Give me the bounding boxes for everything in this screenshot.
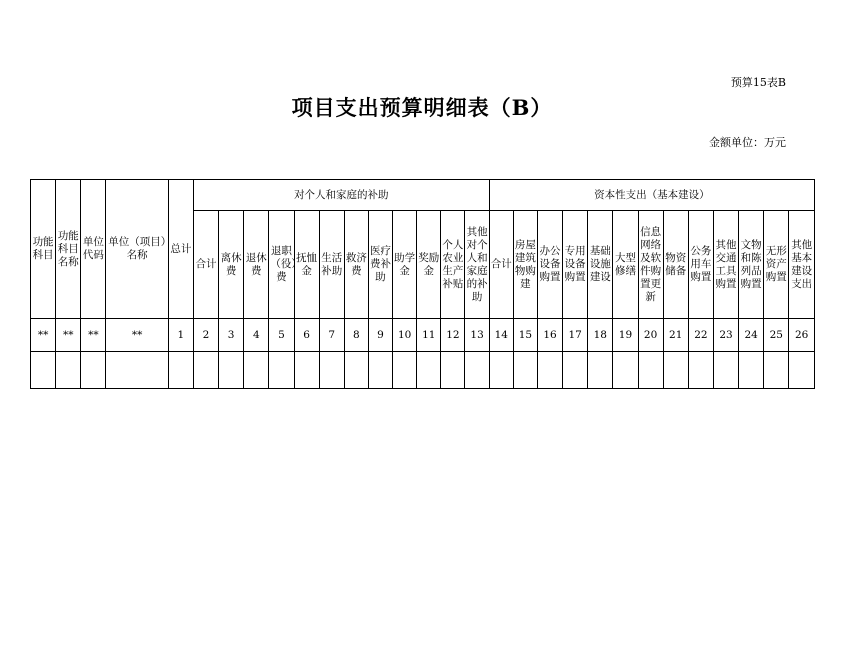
- index-cell: **: [56, 319, 81, 352]
- index-cell: 18: [588, 319, 613, 352]
- header-major-repair: 大型修缮: [613, 211, 638, 319]
- index-cell: 26: [789, 319, 815, 352]
- index-cell: 23: [713, 319, 738, 352]
- header-personal-total: 合计: [193, 211, 218, 319]
- header-relief-fee: 救济费: [344, 211, 368, 319]
- index-cell: 22: [688, 319, 713, 352]
- column-index-row: [31, 319, 815, 352]
- index-cell: **: [106, 319, 168, 352]
- header-condolence-payment: 抚恤金: [294, 211, 319, 319]
- header-unit-code: 单位代码: [81, 180, 106, 319]
- index-cell: **: [31, 319, 56, 352]
- header-resignation-fee: 退职（役）费: [269, 211, 294, 319]
- index-cell: 7: [319, 319, 344, 352]
- empty-data-row: [31, 352, 815, 389]
- header-capital-total: 合计: [489, 211, 513, 319]
- index-cell: 24: [739, 319, 764, 352]
- index-cell: 21: [663, 319, 688, 352]
- index-cell: 2: [193, 319, 218, 352]
- header-living-subsidy: 生活补助: [319, 211, 344, 319]
- header-medical-subsidy: 医疗费补助: [368, 211, 392, 319]
- index-cell: 9: [368, 319, 392, 352]
- index-cell: 4: [244, 319, 269, 352]
- index-cell: 6: [294, 319, 319, 352]
- group-header-capital-expenditure: 资本性支出（基本建设）: [489, 180, 814, 211]
- amount-unit-label: 金额单位：万元: [709, 136, 786, 149]
- index-cell: 5: [269, 319, 294, 352]
- header-farming-subsidy: 个人农业生产补贴: [441, 211, 465, 319]
- index-cell: 15: [513, 319, 537, 352]
- index-cell: 19: [613, 319, 638, 352]
- index-cell: 16: [537, 319, 562, 352]
- header-office-equipment: 办公设备购置: [537, 211, 562, 319]
- header-pension-fee: 退休费: [244, 211, 269, 319]
- index-cell: 20: [638, 319, 663, 352]
- header-student-aid: 助学金: [393, 211, 417, 319]
- header-function-subject-name: 功能科目名称: [56, 180, 81, 319]
- index-cell: 11: [417, 319, 441, 352]
- header-official-vehicle: 公务用车购置: [688, 211, 713, 319]
- index-cell: 3: [219, 319, 244, 352]
- group-header-personal-subsidy: 对个人和家庭的补助: [193, 180, 489, 211]
- index-cell: 25: [764, 319, 789, 352]
- header-material-reserve: 物资储备: [663, 211, 688, 319]
- index-cell: 1: [168, 319, 193, 352]
- page-title: 项目支出预算明细表（B）: [291, 95, 553, 120]
- budget-detail-table: [30, 179, 815, 389]
- header-it-network-software: 信息网络及软件购置更新: [638, 211, 663, 319]
- header-other-personal-subsidy: 其他对个人和家庭的补助: [465, 211, 489, 319]
- header-function-subject: 功能科目: [31, 180, 56, 319]
- header-other-capital-construction: 其他基本建设支出: [789, 211, 815, 319]
- header-infrastructure: 基础设施建设: [588, 211, 613, 319]
- index-cell: 8: [344, 319, 368, 352]
- header-unit-project-name: 单位（项目）名称: [106, 180, 168, 319]
- index-cell: **: [81, 319, 106, 352]
- header-special-equipment: 专用设备购置: [563, 211, 588, 319]
- index-cell: 17: [563, 319, 588, 352]
- index-cell: 13: [465, 319, 489, 352]
- header-other-vehicles: 其他交通工具购置: [713, 211, 738, 319]
- header-cultural-relics: 文物和陈列品购置: [739, 211, 764, 319]
- header-grand-total: 总计: [168, 180, 193, 319]
- form-number: 预算15表B: [730, 76, 786, 89]
- header-reward-money: 奖励金: [417, 211, 441, 319]
- index-cell: 10: [393, 319, 417, 352]
- index-cell: 14: [489, 319, 513, 352]
- header-building-purchase: 房屋建筑物购建: [513, 211, 537, 319]
- index-cell: 12: [441, 319, 465, 352]
- header-retirement-fee: 离休费: [219, 211, 244, 319]
- header-intangible-assets: 无形资产购置: [764, 211, 789, 319]
